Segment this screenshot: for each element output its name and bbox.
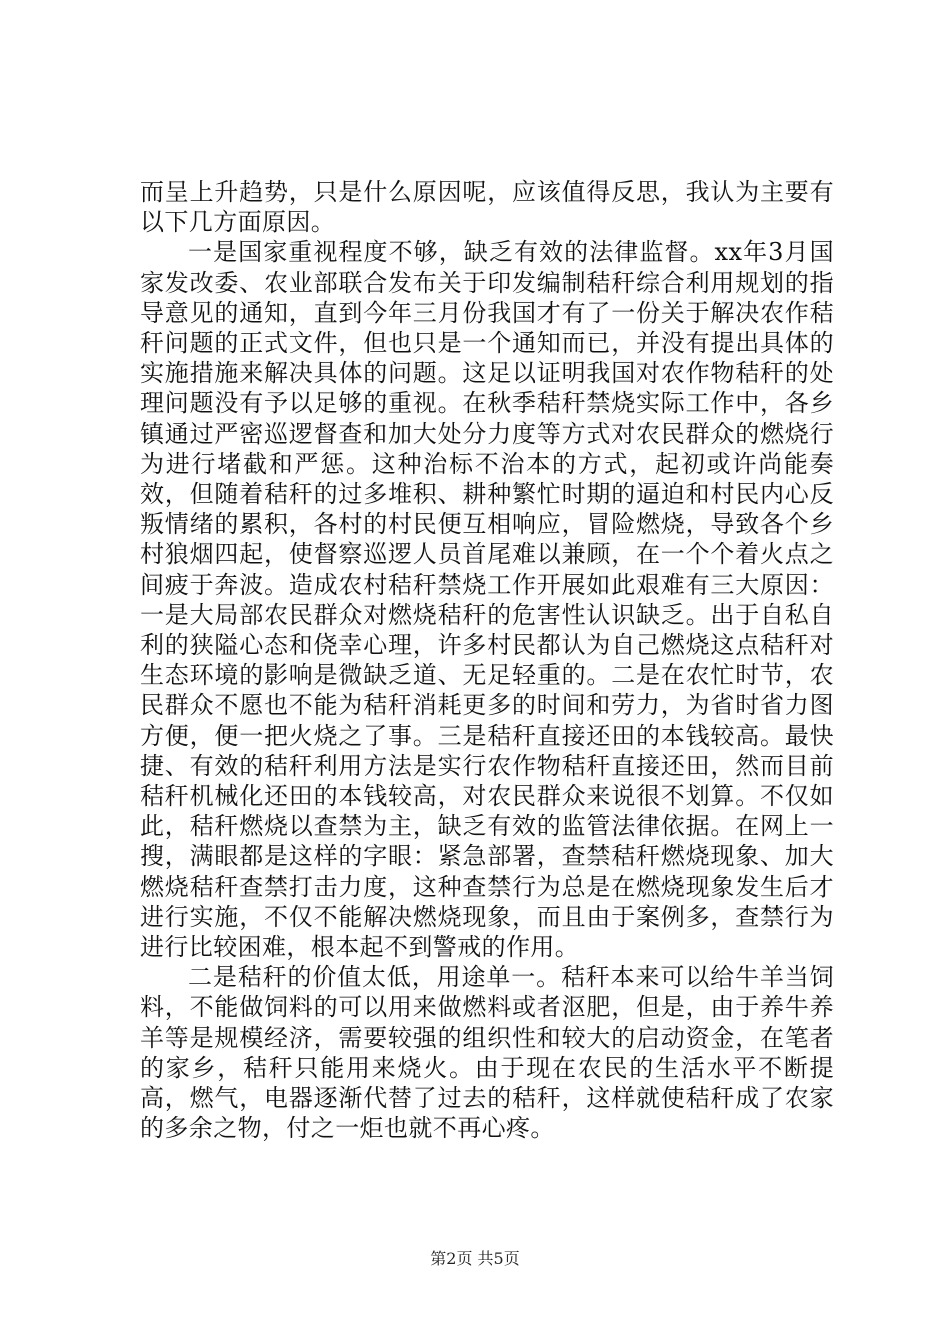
document-body — [140, 177, 834, 1144]
page-number-footer: 第2页 共5页 — [430, 1249, 520, 1268]
paragraph-legal-supervision: 一是国家重视程度不够，缺乏有效的法律监督。xx年3月国家发改委、农业部联合发布关于印发编制秸秆综合利用规划的指导意见的通知，直到今年三月份我国才有了一份关于解决农作秸秆问题的正式文件，但也只是一个通知而已，并没有提出具体的实施措施来解决具体的问题。这足以证明我国对农作物秸秆的处理问题没有予以足够的重视。在秋季秸秆禁烧实际工作中，各乡镇通过严密巡逻督查和加大处分力度等方式对农民群众的燃烧行为进行堵截和严惩。这种治标不治本的方式，起初或许尚能奏效，但随着秸秆的过多堆积、耕种繁忙时期的逼迫和村民内心反叛情绪的累积，各村的村民便互相响应，冒险燃烧，导致各个乡村狼烟四起，使督察巡逻人员首尾难以兼顾，在一个个着火点之间疲于奔波。造成农村秸秆禁烧工作开展如此艰难有三大原因：一是大局部农民群众对燃烧秸秆的危害性认识缺乏。出于自私自利的狭隘心态和侥幸心理，许多村民都认为自己燃烧这点秸秆对生态环境的影响是微缺乏道、无足轻重的。二是在农忙时节，农民群众不愿也不能为秸秆消耗更多的时间和劳力，为省时省力图方便，便一把火烧之了事。三是秸秆直接还田的本钱较高。最快捷、有效的秸秆利用方法是实行农作物秸秆直接还田，然而目前秸秆机械化还田的本钱较高，对农民群众来说很不划算。不仅如此，秸秆燃烧以查禁为主，缺乏有效的监管法律依据。在网上一搜，满眼都是这样的字眼：紧急部署，查禁秸秆燃烧现象、加大燃烧秸秆查禁打击力度，这种查禁行为总是在燃烧现象发生后才进行实施，不仅不能解决燃烧现象，而且由于案例多，查禁行为进行比较困难，根本起不到警戒的作用。 — [140, 238, 834, 962]
paragraph-straw-value: 二是秸秆的价值太低，用途单一。秸秆本来可以给牛羊当饲料，不能做饲料的可以用来做燃料或者沤肥，但是，由于养牛养羊等是规模经济，需要较强的组织性和较大的启动资金，在笔者的家乡，秸秆只能用来烧火。由于现在农民的生活水平不断提高，燃气，电器逐渐代替了过去的秸秆，这样就使秸秆成了农家的多余之物，付之一炬也就不再心疼。 — [140, 963, 834, 1143]
paragraph-continuation: 而呈上升趋势，只是什么原因呢，应该值得反思，我认为主要有以下几方面原因。 — [140, 178, 834, 237]
